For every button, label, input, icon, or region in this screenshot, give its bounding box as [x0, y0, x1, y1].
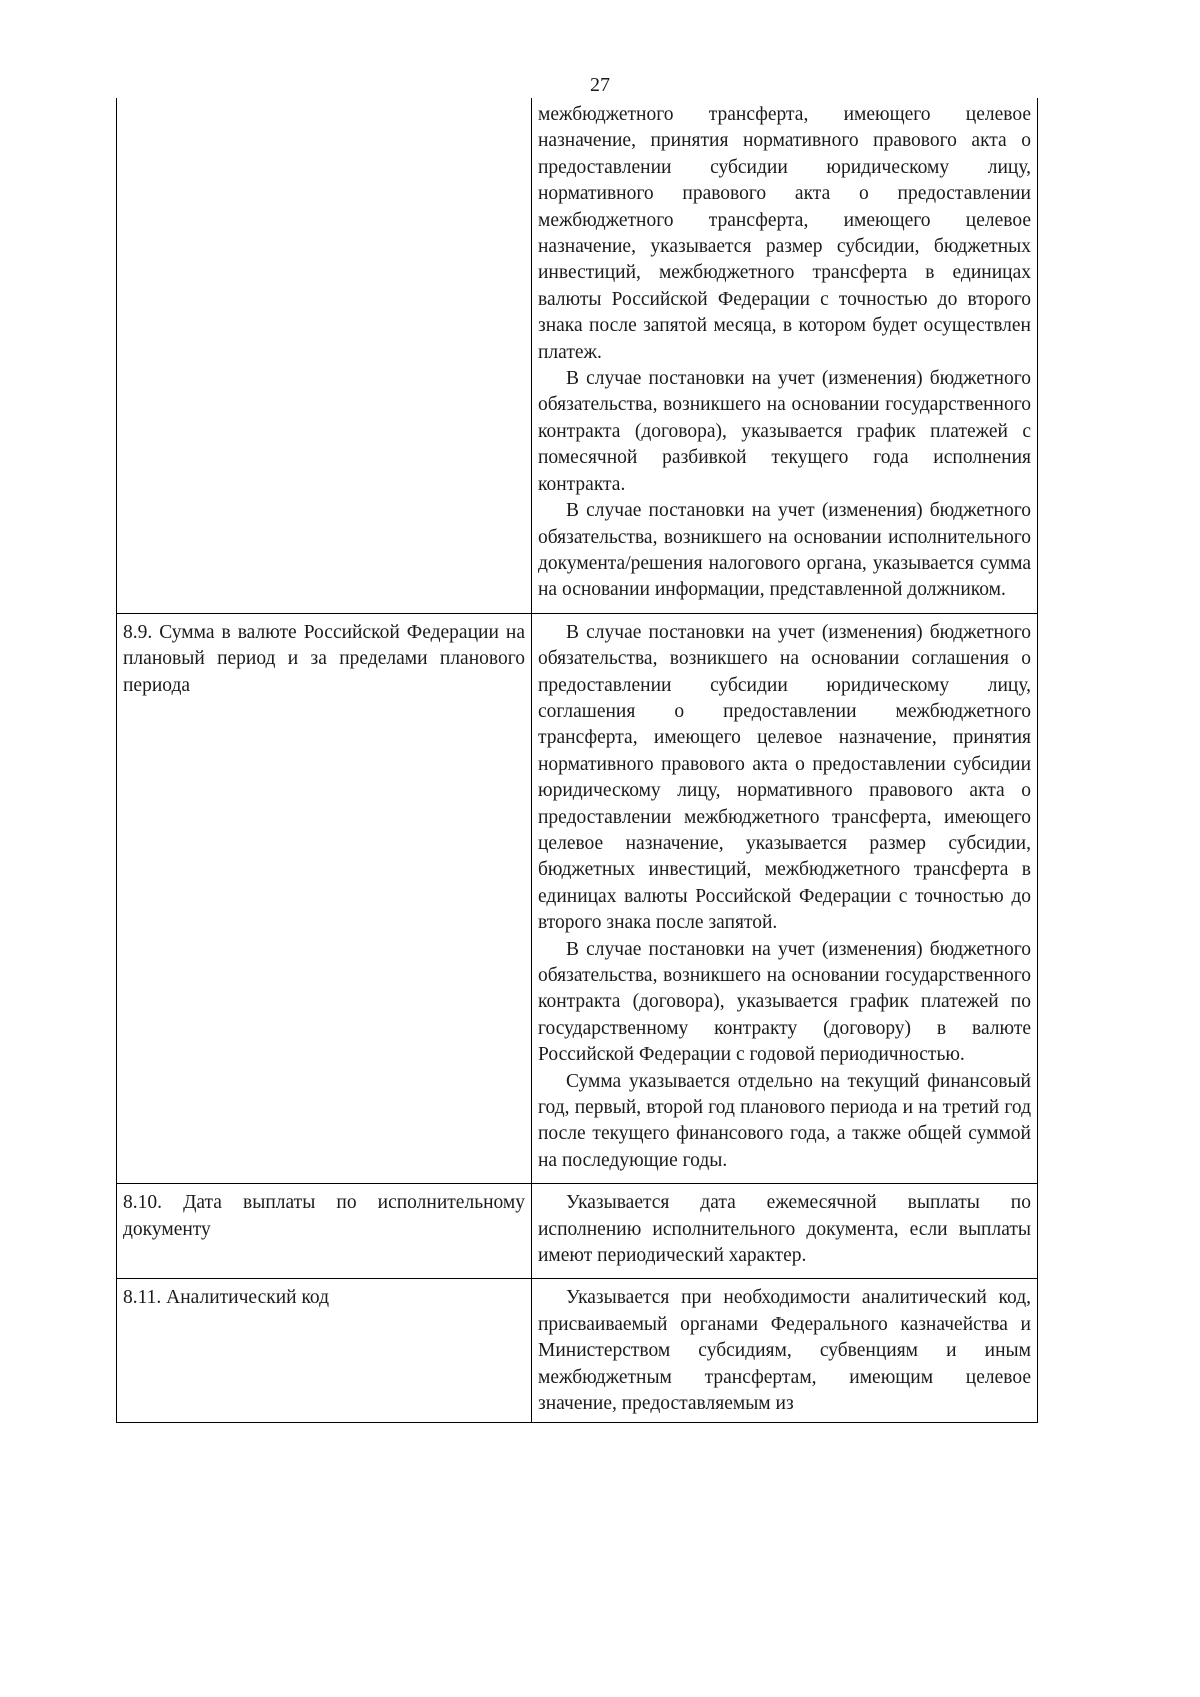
description-paragraph: Указывается дата ежемесячной выплаты по исполнению исполнительного документа, если выплаты имеют периодический характер. [538, 1192, 1031, 1267]
requirements-table [116, 98, 1038, 1423]
field-description-cell [532, 98, 1038, 613]
field-name-cell [117, 613, 532, 1184]
description-paragraph: В случае постановки на учет (изменения) бюджетного обязательства, возникшего на основании государственного контракта (договора), указывается график платежей по государственному контракту (договору) в валюте Российской Федерации с годовой периодичностью. [538, 938, 1031, 1066]
page-number: 27 [590, 74, 610, 96]
description-paragraph: В случае постановки на учет (изменения) бюджетного обязательства, возникшего на основании соглашения о предоставлении субсидии юридическому лицу, соглашения о предоставлении межбюджетного трансферта, имеющего целевое назначение, принятия нормативного правового акта о предоставлении субсидии юридическому лицу, нормативного правового акта о предоставлении межбюджетного трансферта, имеющего целевое назначение, указывается размер субсидии, бюджетных инвестиций, межбюджетного трансферта в единицах валюты Российской Федерации с точностью до второго знака после запятой. [538, 621, 1031, 934]
field-name-cell [117, 1184, 532, 1279]
description-paragraph: межбюджетного трансферта, имеющего целевое назначение, принятия нормативного правового акта о предоставлении субсидии юридическому лицу, нормативного правового акта о предоставлении межбюджетного трансферта, имеющего целевое назначение, указывается размер субсидии, бюджетных инвестиций, межбюджетного трансферта в единицах валюты Российской Федерации с точностью до второго знака после запятой месяца, в котором будет осуществлен платеж. [538, 104, 1031, 363]
field-description-cell [532, 613, 1038, 1184]
description-paragraph: Сумма указывается отдельно на текущий финансовый год, первый, второй год планового периода и на третий год после текущего финансового года, а также общей суммой на последующие годы. [538, 1070, 1031, 1171]
field-name: 8.10. Дата выплаты по исполнительному документу [123, 1192, 525, 1240]
field-name-cell [117, 1279, 532, 1422]
description-paragraph: В случае постановки на учет (изменения) бюджетного обязательства, возникшего на основании государственного контракта (договора), указывается график платежей с помесячной разбивкой текущего года исполнения контракта. [538, 368, 1031, 495]
table-row [117, 613, 1038, 1184]
field-name: 8.11. Аналитический код [123, 1287, 330, 1309]
table-row [117, 1184, 1038, 1279]
field-description-cell [532, 1184, 1038, 1279]
field-name: 8.9. Сумма в валюте Российской Федерации на плановый период и за пределами планового периода [123, 621, 525, 696]
field-name-cell [117, 98, 532, 613]
description-paragraph: Указывается при необходимости аналитический код, присваиваемый органами Федерального казначейства и Министерством субсидиям, субвенциям и иным межбюджетным трансфертам, имеющим целевое значение, предоставляемым из [538, 1287, 1031, 1415]
table-row [117, 1279, 1038, 1422]
table-row [117, 98, 1038, 613]
description-paragraph: В случае постановки на учет (изменения) бюджетного обязательства, возникшего на основании исполнительного документа/решения налогового органа, указывается сумма на основании информации, представленной должником. [538, 500, 1031, 601]
field-description-cell [532, 1279, 1038, 1422]
